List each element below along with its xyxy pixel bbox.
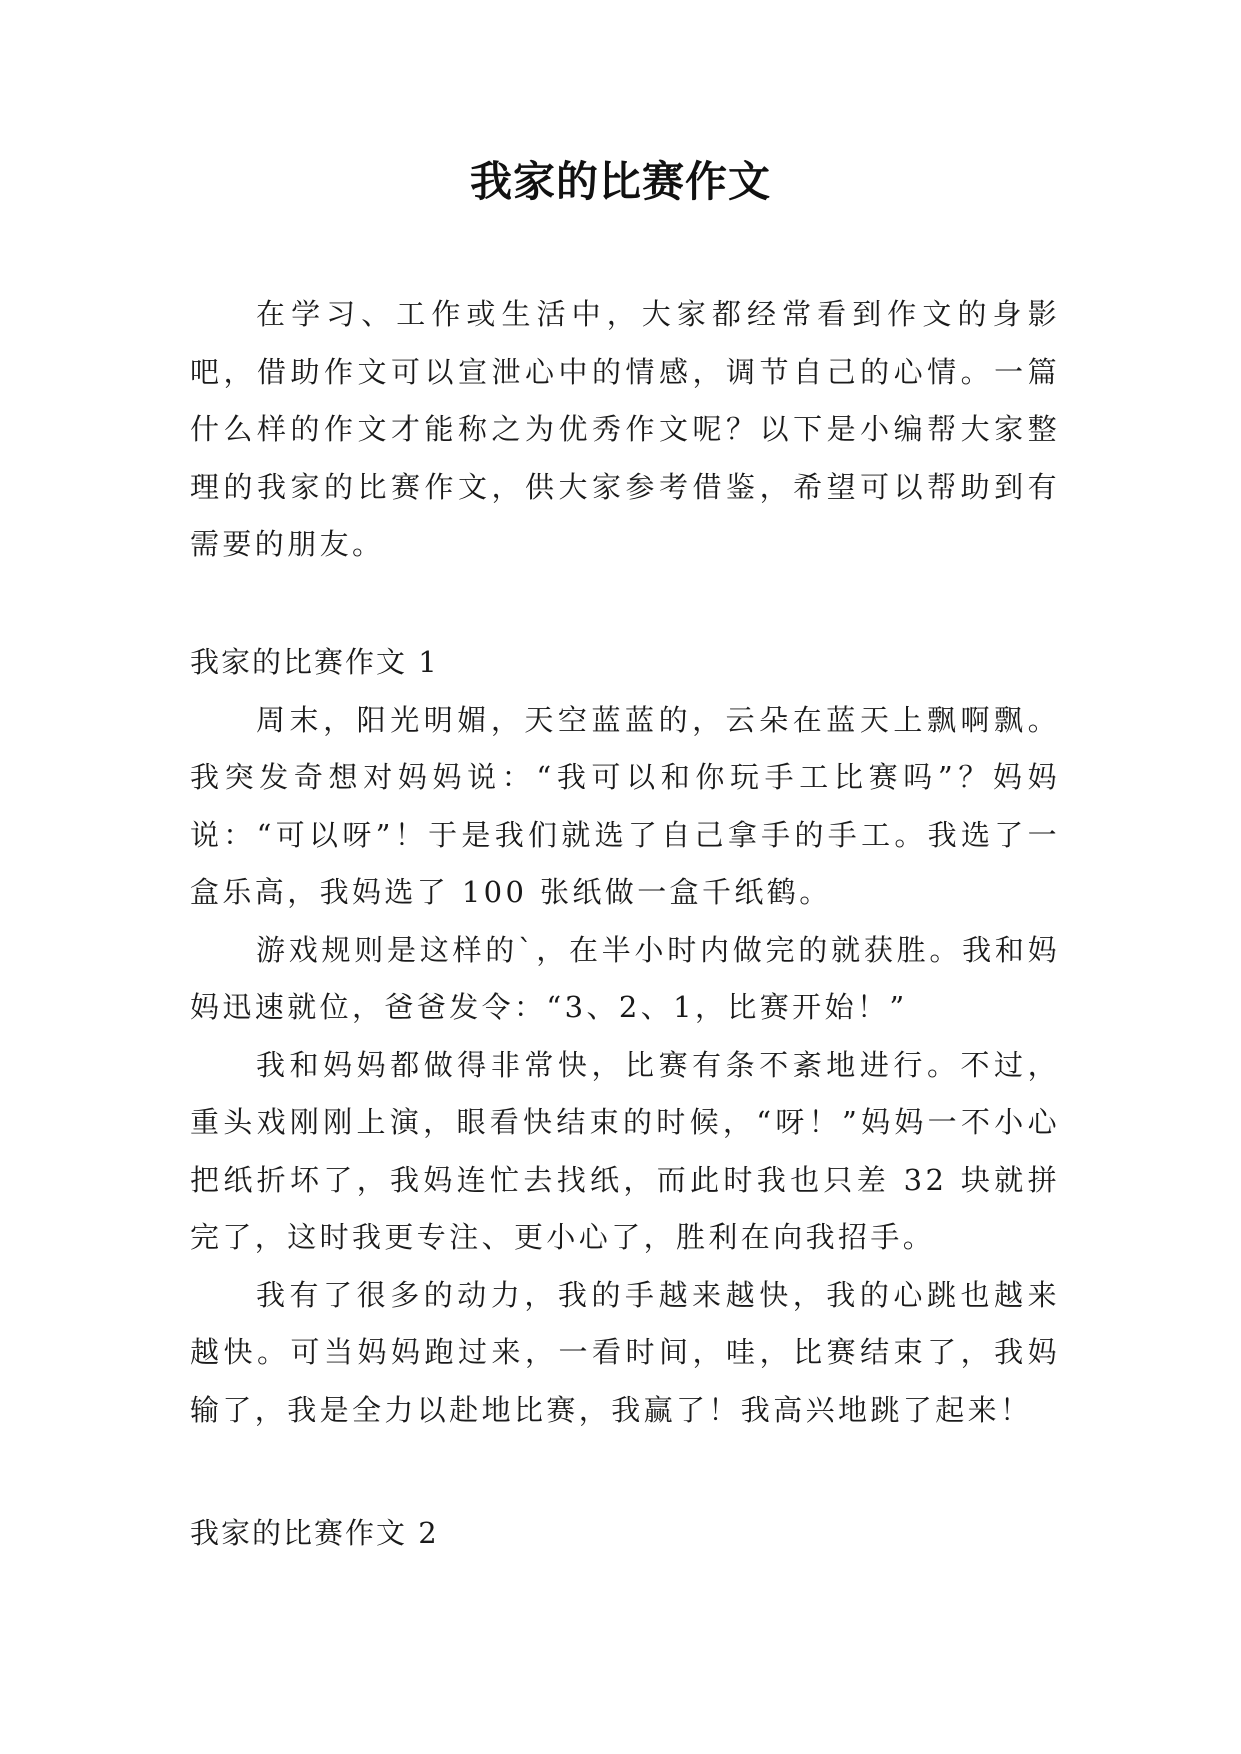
essay-section-1 bbox=[190, 634, 1060, 1439]
section-heading: 我家的比赛作文 1 bbox=[190, 645, 439, 679]
essay-section-2 bbox=[190, 1505, 1060, 1563]
section-paragraph: 周末，阳光明媚，天空蓝蓝的，云朵在蓝天上飘啊飘。我突发奇想对妈妈说：“我可以和你玩手工比赛吗”？妈妈说：“可以呀”！于是我们就选了自己拿手的手工。我选了一盒乐高，我妈选了 100 张纸做一盒千纸鹤。 bbox=[190, 702, 1060, 909]
section-paragraph: 我和妈妈都做得非常快，比赛有条不紊地进行。不过，重头戏刚刚上演，眼看快结束的时候，“呀！”妈妈一不小心把纸折坏了，我妈连忙去找纸，而此时我也只差 32 块就拼完了，这时我更专注、更小心了，胜利在向我招手。 bbox=[190, 1047, 1060, 1254]
section-paragraph: 我有了很多的动力，我的手越来越快，我的心跳也越来越快。可当妈妈跑过来，一看时间，哇，比赛结束了，我妈输了，我是全力以赴地比赛，我赢了！我高兴地跳了起来！ bbox=[190, 1277, 1060, 1427]
section-heading: 我家的比赛作文 2 bbox=[190, 1516, 439, 1550]
intro-section bbox=[190, 286, 1060, 574]
section-paragraph: 游戏规则是这样的`，在半小时内做完的就获胜。我和妈妈迅速就位，爸爸发令：“3、2、1，比赛开始！” bbox=[190, 932, 1060, 1024]
intro-paragraph: 在学习、工作或生活中，大家都经常看到作文的身影吧，借助作文可以宣泄心中的情感，调节自己的心情。一篇什么样的作文才能称之为优秀作文呢？以下是小编帮大家整理的我家的比赛作文，供大家参考借鉴，希望可以帮助到有需要的朋友。 bbox=[190, 297, 1060, 561]
document-title: 我家的比赛作文 bbox=[469, 157, 771, 206]
